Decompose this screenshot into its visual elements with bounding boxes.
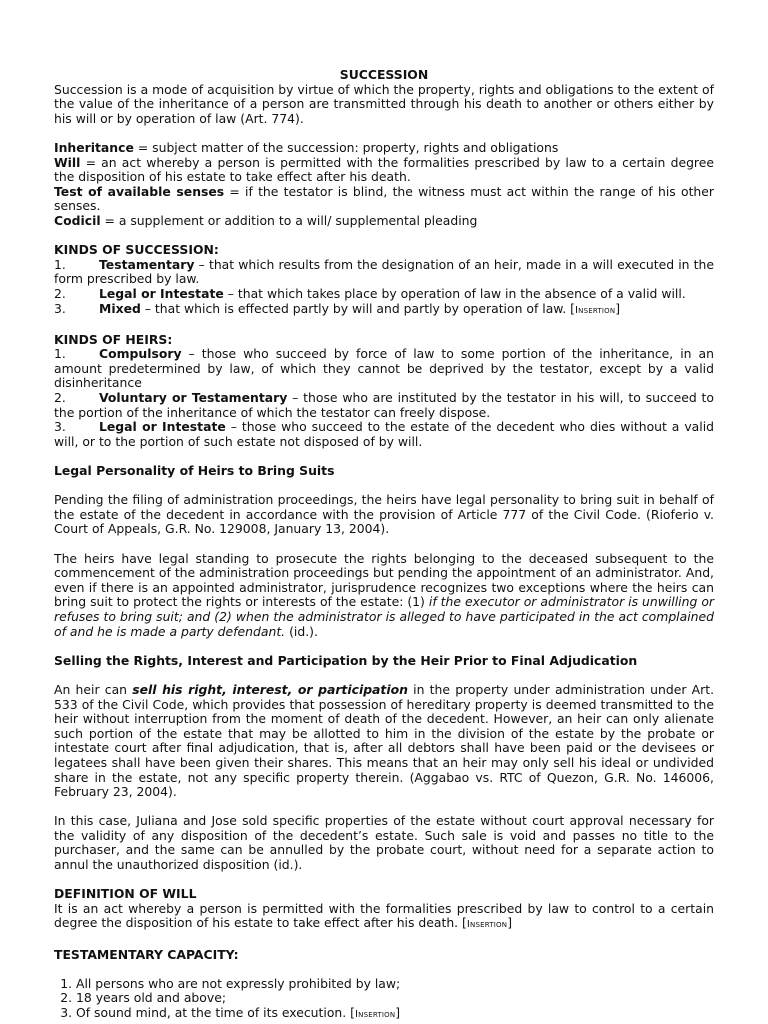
item-term: Legal or Intestate [99,285,224,301]
paragraph-text: The heirs have legal standing to prosecute the rights belonging to the deceased subsequent to the commencement of the administration proceedings but pending the appointment of an administrator. And, even if there is an appointed administrator, jurisprudence recognizes two exceptions where the heirs can bring suit to protect the rights or interests of the estate: (1) [54,550,714,610]
kinds-of-succession-heading: KINDS OF SUCCESSION: [54,242,219,258]
definition-text: = if the testator is blind, the witness must act within the range of his other senses. [54,183,714,214]
item-number: 3. [54,300,66,316]
heir-item-legal [54,420,714,449]
paragraph-text: It is an act whereby a person is permitted with the formalities prescribed by law to control to a certain degree the disposition of his estate to take effect after his death. [ [54,900,714,931]
insertion-close: ] [395,1005,401,1020]
item-text: – those who are instituted by the testator in his will, to succeed to the portion of the inheritance of which the testator can freely dispose. [54,390,714,420]
insertion-tag: Insertion [354,1009,396,1020]
list-item [76,991,714,1006]
testamentary-capacity-heading: TESTAMENTARY CAPACITY: [54,946,239,962]
item-number: 3. [54,419,66,435]
definition-inheritance [54,141,714,156]
item-text: – that which is effected partly by will and partly by operation of law. [ [140,300,575,316]
item-term: Voluntary or Testamentary [99,390,288,406]
legal-personality-paragraph-1: Pending the filing of administration proceedings, the heirs have legal personality to bring suit in behalf of the estate of the decedent in accordance with the provision of Article 777 of the Civil Code. (Rioferio v. Court of Appeals, G.R. No. 129008, January 13, 2004). [54,492,714,537]
selling-rights-paragraph-2: In this case, Juliana and Jose sold specific properties of the estate without court approval necessary for the validity of any disposition of the decedent’s estate. Such sale is void and passes no title to the purchaser, and the same can be annulled by the probate court, without need for a separate action to annul the unauthorized disposition (id.). [54,813,714,873]
legal-personality-heading: Legal Personality of Heirs to Bring Suits [54,463,335,479]
definition-term: Inheritance [54,139,134,155]
item-text: – that which takes place by operation of law in the absence of a valid will. [223,285,686,301]
definition-term: Will [54,154,81,170]
item-text: – those who succeed by force of law to some portion of the inheritance, in an amount predetermined by law, of which they cannot be deprived by the testator, except by a valid disinheritance [54,346,714,391]
definition-term: Test of available senses [54,183,225,199]
paragraph-italic-text: if the executor or administrator is unwilling or refuses to bring suit; and (2) when the administrator is alleged to have participated in the act complained of and he is made a party defendant. [54,594,714,639]
insertion-tag: Insertion [575,304,616,316]
list-item-text: 18 years old and above; [76,990,226,1006]
definition-text: = a supplement or addition to a will/ supplemental pleading [100,212,478,228]
selling-rights-heading: Selling the Rights, Interest and Participation by the Heir Prior to Final Adjudication [54,652,638,668]
heir-item-voluntary [54,391,714,420]
definition-of-will-text [54,902,714,933]
item-term: Testamentary [99,256,195,272]
paragraph-emphasis: sell his right, interest, or participation [132,681,408,697]
item-term: Legal or Intestate [99,419,226,435]
list-item-text: All persons who are not expressly prohibited by law; [76,975,401,991]
item-term: Compulsory [99,346,182,362]
definition-text: = an act whereby a person is permitted with the formalities prescribed by law to a certain degree the disposition of his estate to take effect after his death. [54,154,714,185]
list-item [76,977,714,992]
intro-paragraph: Succession is a mode of acquisition by virtue of which the property, rights and obligations to the extent of the value of the inheritance of a person are transmitted through his death to another or others either by his will or by operation of law (Art. 774). [54,81,714,126]
kinds-of-heirs-heading: KINDS OF HEIRS: [54,331,173,347]
item-text: – that which results from the designation of an heir, made in a will executed in the form prescribed by law. [54,256,714,287]
heir-item-compulsory [54,347,714,391]
insertion-close: ] [615,300,621,316]
succession-item-legal [54,287,714,302]
insertion-close: ] [507,915,513,931]
item-number: 1. [54,256,66,272]
paragraph-citation: (id.). [285,623,318,639]
definition-text: = subject matter of the succession: property, rights and obligations [133,139,559,155]
definition-codicil [54,214,714,229]
paragraph-text: in the property under administration under Art. 533 of the Civil Code, which provides that possession of hereditary property is deemed transmitted to the heir without interruption from the moment of death of the decedent. However, an heir can only alienate such portion of the estate that may be allotted to him in the division of the estate by the probate or intestate court after final adjudication, that is, after all debtors shall have been paid or the devisees or legatees shall have been given their shares. This means that an heir may only sell his ideal or undivided share in the estate, not any specific property therein. (Aggabao vs. RTC of Quezon, G.R. No. 146006, February 23, 2004). [54,681,715,800]
item-text: – those who succeed to the estate of the decedent who dies without a valid will, or to the portion of such estate not disposed of by will. [54,419,714,449]
definition-of-will-heading: DEFINITION OF WILL [54,886,197,902]
item-number: 2. [54,390,66,406]
paragraph-text: An heir can [54,681,133,697]
definition-test-of-senses [54,185,714,214]
list-item [76,1006,714,1023]
succession-item-testamentary [54,258,714,287]
selling-rights-paragraph-1 [54,683,714,800]
legal-personality-paragraph-2 [54,552,714,640]
document-title: SUCCESSION [339,67,429,82]
testamentary-capacity-list [54,977,714,1023]
item-term: Mixed [99,300,141,316]
list-item-text: Of sound mind, at the time of its execution. [ [76,1005,355,1020]
item-number: 2. [54,285,66,301]
succession-item-mixed [54,302,714,319]
definition-term: Codicil [54,212,101,228]
insertion-tag: Insertion [466,919,508,931]
definition-will [54,156,714,185]
item-number: 1. [54,346,66,362]
